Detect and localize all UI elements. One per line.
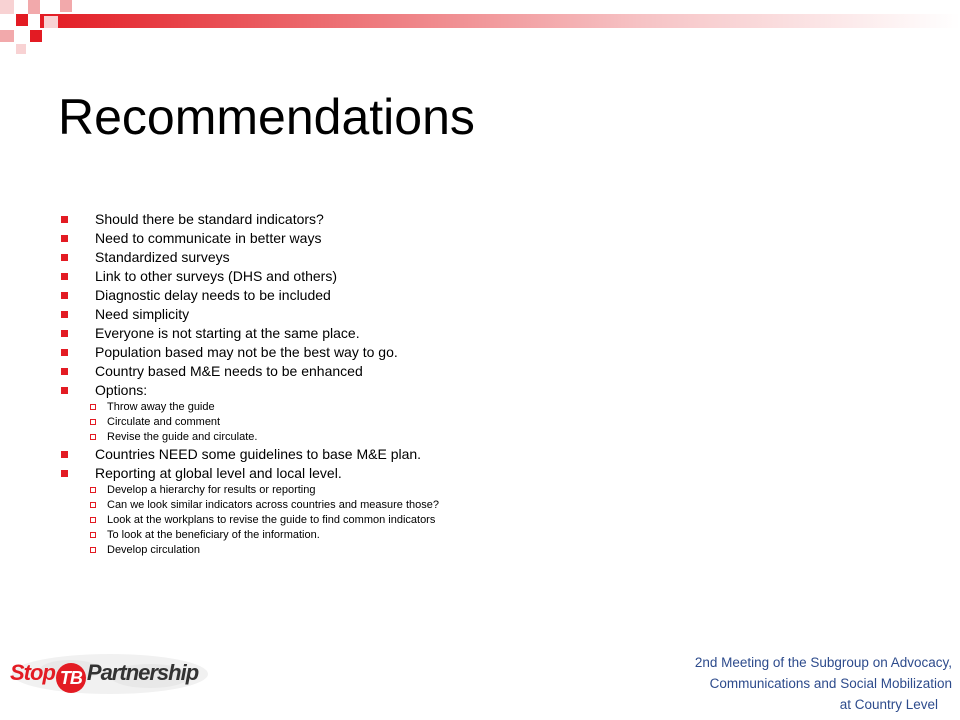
sub-bullet-text: Throw away the guide (107, 401, 215, 413)
hollow-square-bullet-icon (90, 404, 96, 410)
bullet-text: Options: (95, 382, 148, 398)
square-bullet-icon (61, 330, 68, 337)
slide-title: Recommendations (58, 89, 475, 145)
bullet-text: Population based may not be the best way to go. (95, 344, 398, 360)
bullet-item (60, 324, 920, 343)
hollow-square-bullet-icon (90, 487, 96, 493)
decor-square (60, 0, 72, 12)
decor-square (30, 30, 42, 42)
sub-bullet-text: Circulate and comment (107, 416, 221, 428)
square-bullet-icon (61, 451, 68, 458)
sub-bullet-text: Develop a hierarchy for results or reporting (107, 484, 316, 496)
stop-tb-partnership-logo (10, 652, 210, 696)
sub-bullet-item (78, 498, 920, 513)
hollow-square-bullet-icon (90, 502, 96, 508)
bullet-item (60, 267, 920, 286)
bullet-list (60, 210, 920, 558)
sub-bullet-text: Can we look similar indicators across countries and measure those? (107, 499, 439, 511)
square-bullet-icon (61, 470, 68, 477)
footer-line: 2nd Meeting of the Subgroup on Advocacy, (694, 655, 952, 670)
sub-bullet-item (78, 543, 920, 558)
header-gradient-bar (40, 14, 960, 28)
decor-square (0, 30, 14, 42)
sub-bullet-list (95, 400, 920, 445)
square-bullet-icon (61, 235, 68, 242)
bullet-item (60, 381, 920, 445)
sub-bullet-item (78, 430, 920, 445)
decor-square (28, 0, 40, 14)
bullet-text: Diagnostic delay needs to be included (95, 287, 331, 303)
hollow-square-bullet-icon (90, 532, 96, 538)
square-bullet-icon (61, 349, 68, 356)
decor-square (0, 0, 14, 14)
bullet-text: Should there be standard indicators? (95, 211, 324, 227)
bullet-text: Need simplicity (95, 306, 190, 322)
decor-square (16, 44, 26, 54)
decor-square (16, 14, 28, 26)
bullet-text: Country based M&E needs to be enhanced (95, 363, 363, 379)
bullet-item (60, 362, 920, 381)
sub-bullet-text: Look at the workplans to revise the guide to find common indicators (107, 514, 436, 526)
bullet-text: Everyone is not starting at the same place. (95, 325, 360, 341)
logo-wordmark (10, 660, 198, 693)
square-bullet-icon (61, 292, 68, 299)
sub-bullet-text: Revise the guide and circulate. (107, 431, 258, 443)
bullet-item (60, 210, 920, 229)
sub-bullet-item (78, 400, 920, 415)
square-bullet-icon (61, 254, 68, 261)
logo-partnership: Partnership (86, 660, 199, 685)
bullet-text: Standardized surveys (95, 249, 230, 265)
square-bullet-icon (61, 216, 68, 223)
sub-bullet-item (78, 415, 920, 430)
bullet-item (60, 248, 920, 267)
footer-line: at Country Level (839, 697, 938, 712)
square-bullet-icon (61, 368, 68, 375)
square-bullet-icon (61, 311, 68, 318)
sub-bullet-text: Develop circulation (107, 544, 200, 556)
bullet-item (60, 286, 920, 305)
bullet-item (60, 464, 920, 558)
logo-stop: Stop (10, 660, 55, 685)
bullet-item (60, 229, 920, 248)
bullet-text: Reporting at global level and local level. (95, 465, 342, 481)
bullet-item (60, 445, 920, 464)
hollow-square-bullet-icon (90, 434, 96, 440)
square-bullet-icon (61, 387, 68, 394)
sub-bullet-item (78, 513, 920, 528)
bullet-item (60, 305, 920, 324)
sub-bullet-text: To look at the beneficiary of the information. (107, 529, 320, 541)
bullet-text: Link to other surveys (DHS and others) (95, 268, 337, 284)
bullet-text: Countries NEED some guidelines to base M&E plan. (95, 446, 422, 462)
hollow-square-bullet-icon (90, 517, 96, 523)
footer-line: Communications and Social Mobilization (709, 676, 952, 691)
footer-meeting-caption (695, 652, 952, 715)
square-bullet-icon (61, 273, 68, 280)
sub-bullet-list (95, 483, 920, 558)
bullet-item (60, 343, 920, 362)
hollow-square-bullet-icon (90, 547, 96, 553)
sub-bullet-item (78, 528, 920, 543)
hollow-square-bullet-icon (90, 419, 96, 425)
decor-square (44, 16, 58, 28)
sub-bullet-item (78, 483, 920, 498)
logo-tb-circle: TB (56, 663, 86, 693)
bullet-text: Need to communicate in better ways (95, 230, 322, 246)
